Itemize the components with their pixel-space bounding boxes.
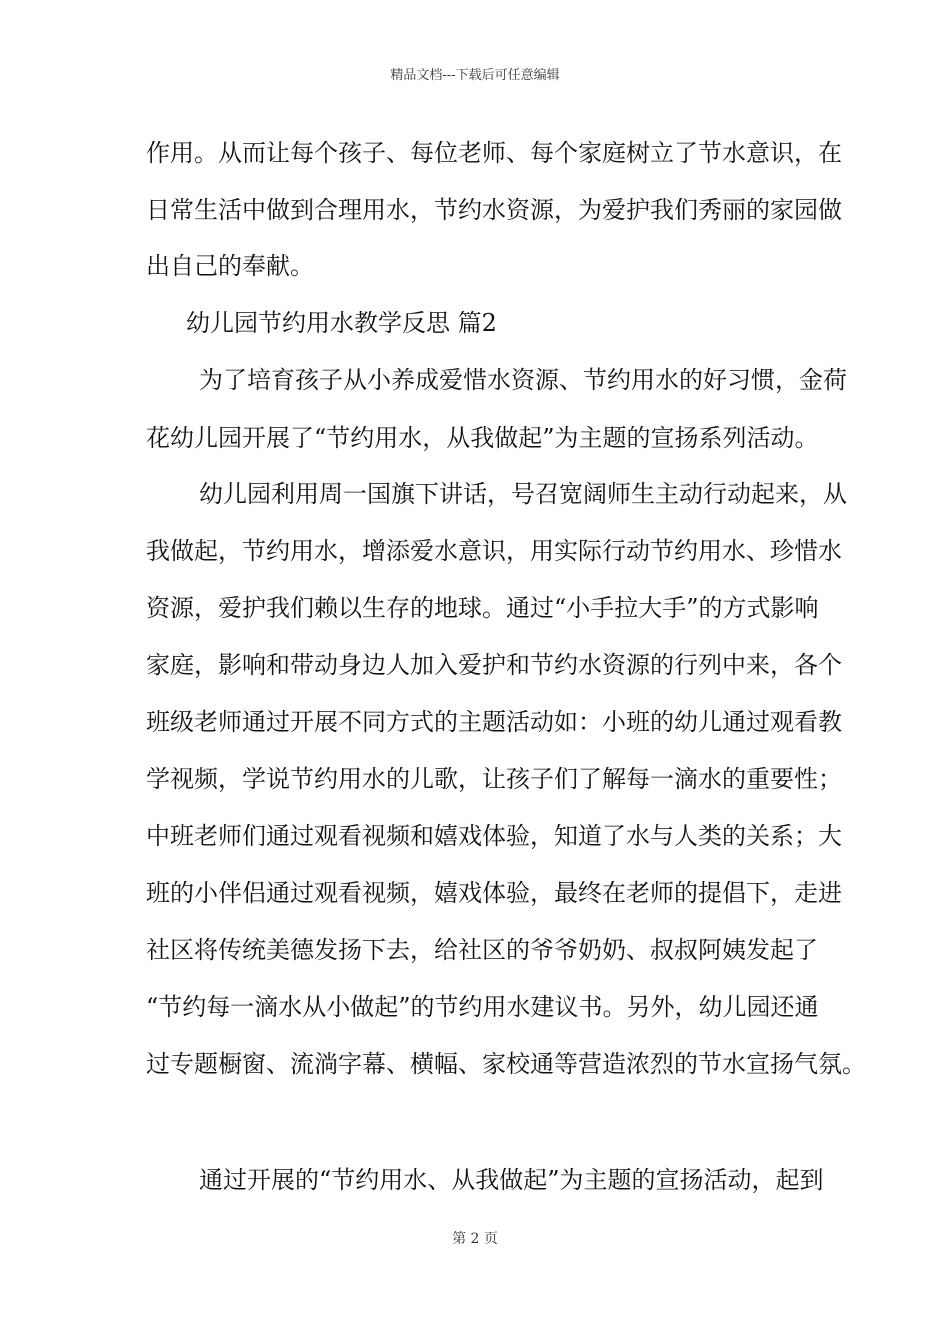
body-line-9: 资源，爱护我们赖以生存的地球。通过“小手拉大手”的方式影响 — [146, 594, 819, 622]
body-line-10: 家庭，影响和带动身边人加入爱护和节约水资源的行列中来，各个 — [146, 651, 842, 679]
body-line-13: 中班老师们通过观看视频和嬉戏体验，知道了水与人类的关系；大 — [146, 822, 842, 850]
page-number: 第 2 页 — [452, 1231, 498, 1247]
body-line-2: 日常生活中做到合理用水，节约水资源，为爱护我们秀丽的家园做 — [146, 196, 842, 224]
body-line-15: 社区将传统美德发扬下去，给社区的爷爷奶奶、叔叔阿姨发起了 — [146, 936, 818, 964]
body-line-3: 出自己的奉献。 — [146, 252, 314, 280]
body-line-12: 学视频，学说节约用水的儿歌，让孩子们了解每一滴水的重要性； — [146, 765, 842, 793]
body-line-14: 班的小伴侣通过观看视频，嬉戏体验，最终在老师的提倡下，走进 — [146, 879, 842, 907]
body-line-6: 花幼儿园开展了“节约用水，从我做起”为主题的宣扬系列活动。 — [146, 424, 819, 452]
body-line-17: 过专题橱窗、流淌字幕、横幅、家校通等营造浓烈的节水宣扬气氛。 — [146, 1050, 866, 1078]
page-header: 精品文档---下载后可任意编辑 — [390, 68, 560, 83]
body-line-1: 作用。从而让每个孩子、每位老师、每个家庭树立了节水意识，在 — [146, 139, 842, 167]
body-line-18: 通过开展的“节约用水、从我做起”为主题的宣扬活动，起到 — [199, 1166, 824, 1194]
body-line-8: 我做起，节约用水，增添爱水意识，用实际行动节约用水、珍惜水 — [146, 537, 842, 565]
body-line-16: “节约每一滴水从小做起”的节约用水建议书。另外，幼儿园还通 — [146, 993, 819, 1021]
section-heading: 幼儿园节约用水教学反思 篇2 — [186, 309, 497, 337]
body-line-7: 幼儿园利用周一国旗下讲话，号召宽阔师生主动行动起来，从 — [199, 480, 847, 508]
body-line-11: 班级老师通过开展不同方式的主题活动如：小班的幼儿通过观看教 — [146, 708, 842, 736]
body-line-5: 为了培育孩子从小养成爱惜水资源、节约用水的好习惯，金荷 — [199, 366, 847, 394]
